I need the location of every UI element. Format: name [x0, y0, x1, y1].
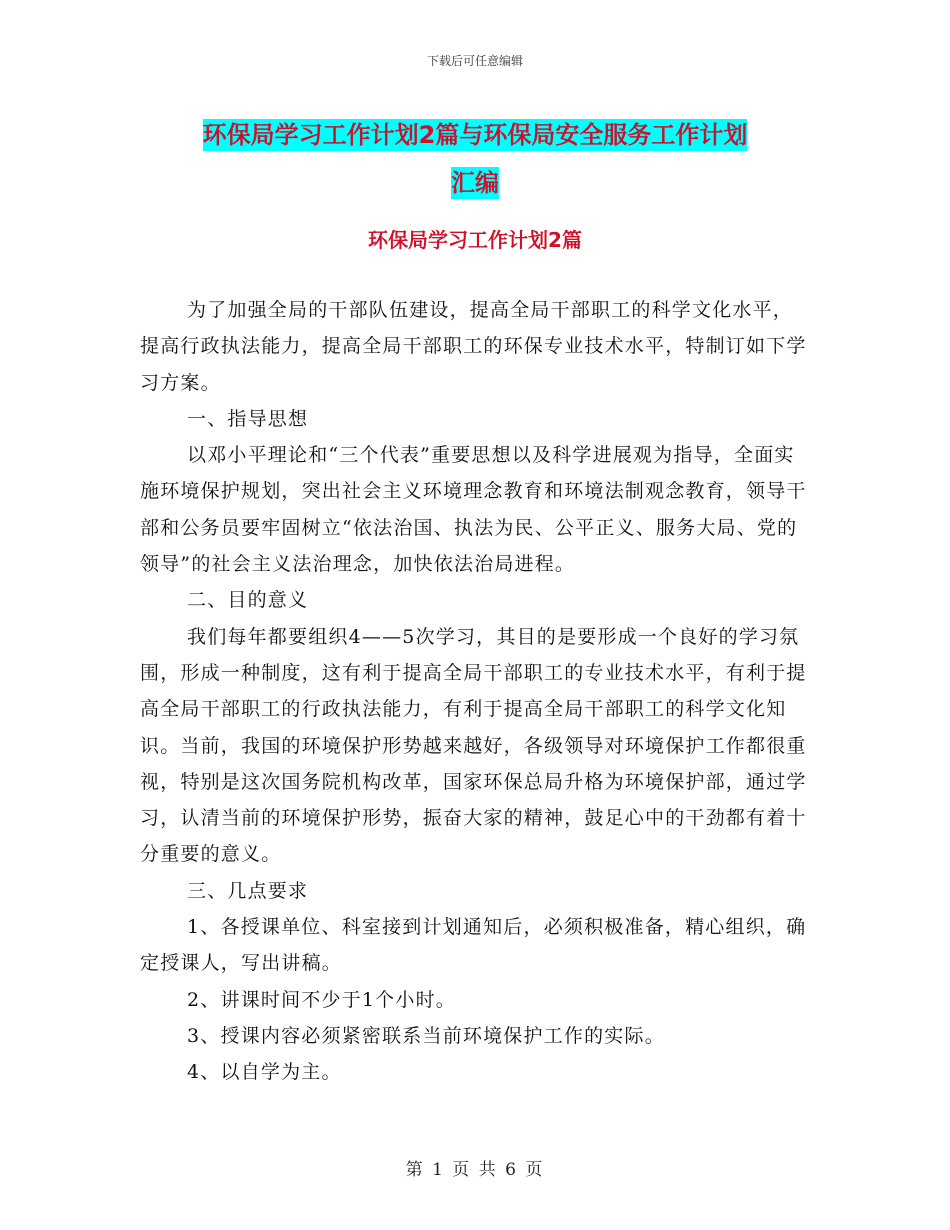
page-header-note: 下载后可任意编辑: [426, 54, 523, 68]
heading-guiding-thought: 一、指导思想: [187, 407, 309, 430]
title-highlight-2: 汇编: [451, 169, 499, 197]
heading-requirements: 三、几点要求: [187, 879, 309, 902]
title-highlight-1: 环保局学习工作计划2篇与环保局安全服务工作计划: [202, 121, 748, 149]
document-body: [140, 292, 810, 1091]
document-title-line-2: [0, 159, 950, 207]
section-title: 环保局学习工作计划2篇: [368, 228, 582, 252]
requirement-item-2: 2、讲课时间不少于1个小时。: [187, 988, 456, 1011]
heading-purpose: 二、目的意义: [187, 589, 309, 612]
paragraph-guiding-thought: 以邓小平理论和“三个代表”重要思想以及科学进展观为指导，全面实施环境保护规划，突出社会主义环境理念教育和环境法制观念教育，领导干部和公务员要牢固树立“依法治国、执法为民、公平正义、服务大局、党的领导”的社会主义法治理念，加快依法治局进程。: [140, 444, 807, 576]
document-title: [0, 111, 950, 207]
page-footer: 第 1 页 共 6 页: [405, 1160, 545, 1180]
requirement-item-1: 1、各授课单位、科室接到计划通知后，必须积极准备，精心组织，确定授课人，写出讲稿。: [140, 916, 807, 975]
paragraph-intro: 为了加强全局的干部队伍建设，提高全局干部职工的科学文化水平，提高行政执法能力，提高全局干部职工的环保专业技术水平，特制订如下学习方案。: [140, 299, 807, 394]
requirement-item-3: 3、授课内容必须紧密联系当前环境保护工作的实际。: [187, 1024, 665, 1047]
requirement-item-4: 4、以自学为主。: [187, 1061, 342, 1084]
paragraph-purpose: 我们每年都要组织4——5次学习，其目的是要形成一个良好的学习氛围，形成一种制度，这有利于提高全局干部职工的专业技术水平，有利于提高全局干部职工的行政执法能力，有利于提高全局干部职工的科学文化知识。当前，我国的环境保护形势越来越好，各级领导对环境保护工作都很重视，特别是这次国务院机构改革，国家环保总局升格为环境保护部，通过学习，认清当前的环境保护形势，振奋大家的精神，鼓足心中的干劲都有着十分重要的意义。: [140, 625, 807, 866]
document-title-line-1: [0, 111, 950, 159]
